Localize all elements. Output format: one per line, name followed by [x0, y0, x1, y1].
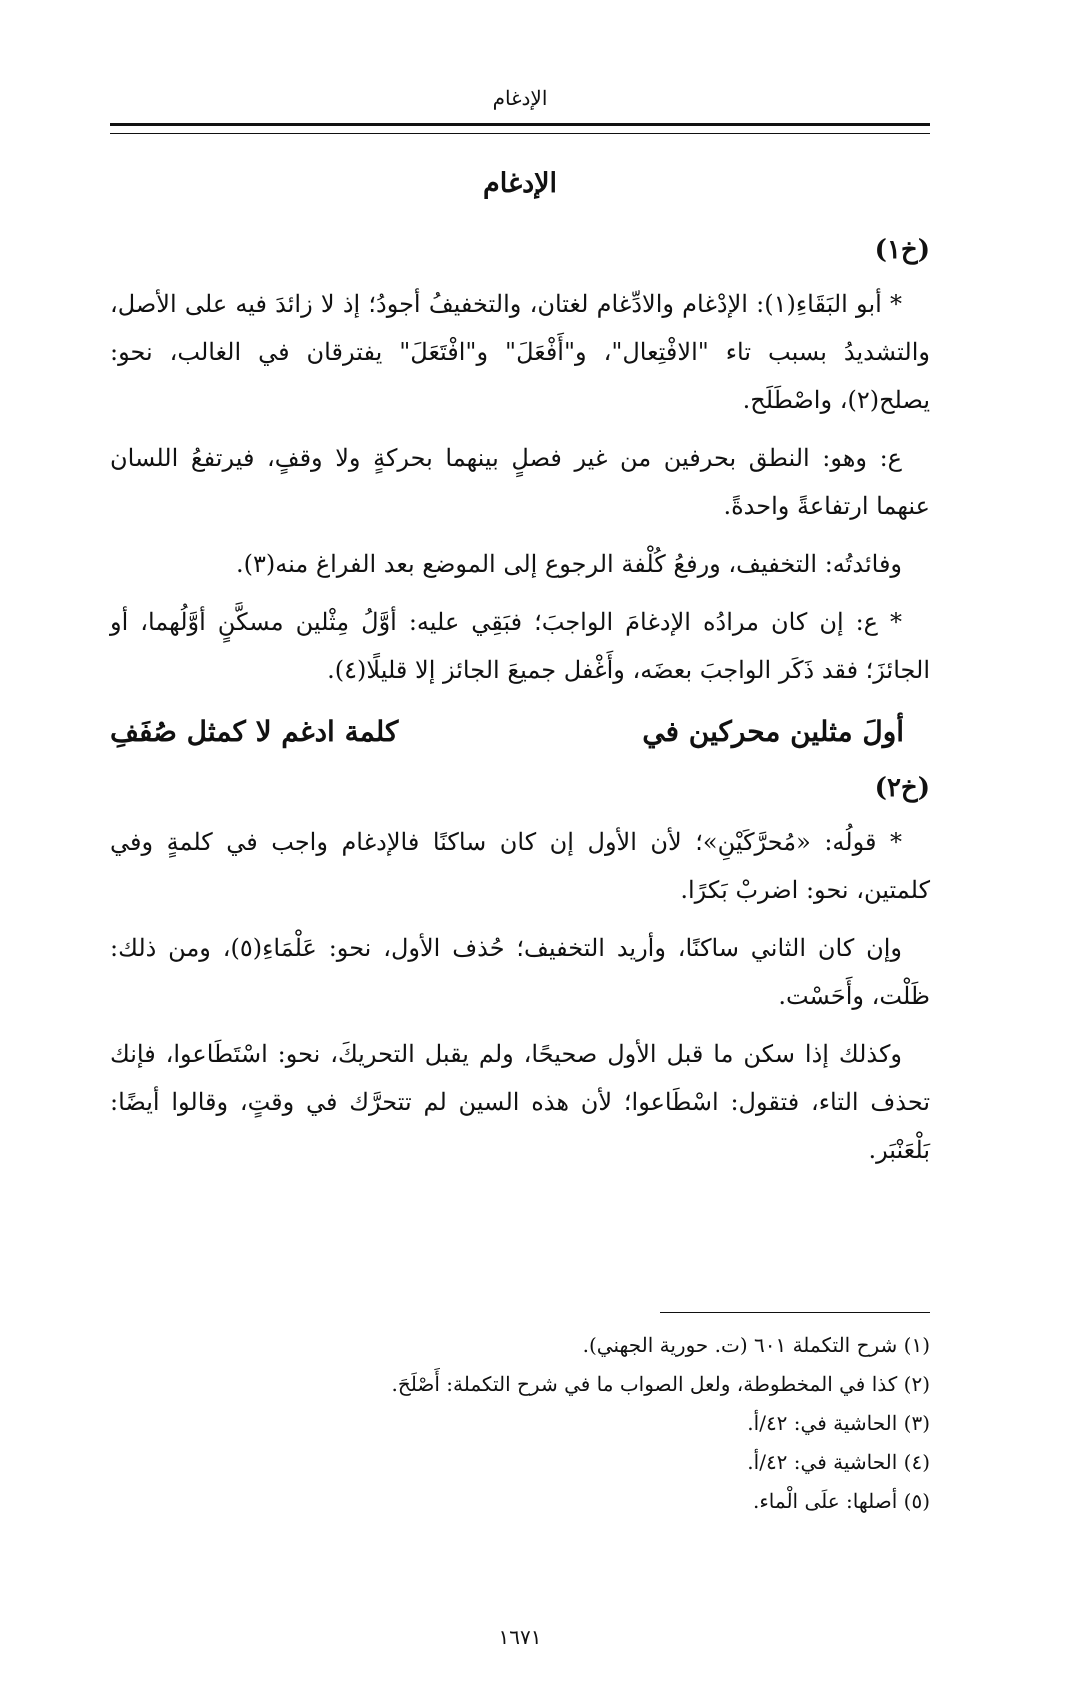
footnote: (٣) الحاشية في: ٤٢/أ.: [747, 1411, 930, 1435]
page-number: ١٦٧١: [498, 1625, 542, 1649]
manuscript-marker-2: (خ٢): [874, 773, 930, 803]
manuscript-marker-1: (خ١): [874, 235, 930, 265]
header-rule-thin: [110, 133, 930, 134]
footnote: (٤) الحاشية في: ٤٢/أ.: [747, 1450, 930, 1474]
paragraph: * ع: إن كان مرادُه الإدغامَ الواجبَ؛ فبَقِي عليه: أوَّلُ مِثْلين مسكَّنٍ أوَّلُهما، أو الجائزَ؛ فقد ذَكَر الواجبَ بعضَه، وأَغْفل جميعَ الجائز إلا قليلًا(٤).: [110, 608, 930, 684]
section-title: الإدغام: [483, 168, 557, 199]
verse-second-hemistich: كلمة ادغم لا كمثل صُفَفِ: [110, 715, 399, 748]
verse-line: [110, 708, 930, 756]
footnote: (١) شرح التكملة ٦٠١ (ت. حورية الجهني).: [582, 1333, 930, 1357]
footnote-separator: [660, 1312, 930, 1313]
verse-first-hemistich: أولَ مثلين محركين في: [642, 715, 904, 748]
main-text: [110, 160, 930, 1184]
footnote: (٢) كذا في المخطوطة، ولعل الصواب ما في شرح التكملة: أَصْلَحَ.: [391, 1372, 930, 1396]
paragraph: وكذلك إذا سكن ما قبل الأول صحيحًا، ولم يقبل التحريكَ، نحو: اسْتَطَاعوا، فإنك تحذف التاء، فتقول: اسْطَاعوا؛ لأن هذه السين لم تتحرَّك في وقتٍ، وقالوا أيضًا: بَلْعَنْبَر.: [110, 1040, 930, 1164]
paragraph: وفائدتُه: التخفيف، ورفعُ كُلْفة الرجوع إلى الموضع بعد الفراغ منه(٣).: [235, 550, 902, 578]
running-header: الإدغام: [492, 86, 548, 110]
paragraph: * قولُه: «مُحرَّكَيْنِ»؛ لأن الأول إن كان ساكنًا فالإدغام واجب في كلمةٍ وفي كلمتين، نحو: اضربْ بَكرًا.: [110, 828, 930, 904]
paragraph: وإن كان الثاني ساكنًا، وأريد التخفيف؛ حُذف الأول، نحو: عَلْمَاءِ(٥)، ومن ذلك: ظَلْت، وأَحَسْت.: [110, 934, 930, 1010]
footnote: (٥) أصلها: علَى الْماء.: [753, 1489, 930, 1513]
header-rule-thick: [110, 123, 930, 126]
paragraph: ع: وهو: النطق بحرفين من غير فصلٍ بينهما بحركةٍ ولا وقفٍ، فيرتفعُ اللسان عنهما ارتفاعةً واحدةً.: [110, 444, 930, 520]
footnotes: [110, 1326, 930, 1521]
paragraph: * أبو البَقَاءِ(١): الإدْغام والادِّغام لغتان، والتخفيفُ أجودُ؛ إذ لا زائدَ فيه على الأصل، والتشديدُ بسبب تاء "الافْتِعال"، و"أَفْعَلَ" و"افْتَعَلَ" يفترقان في الغالب، نحو: يصلح(٢)، واصْطَلَح.: [110, 290, 930, 414]
